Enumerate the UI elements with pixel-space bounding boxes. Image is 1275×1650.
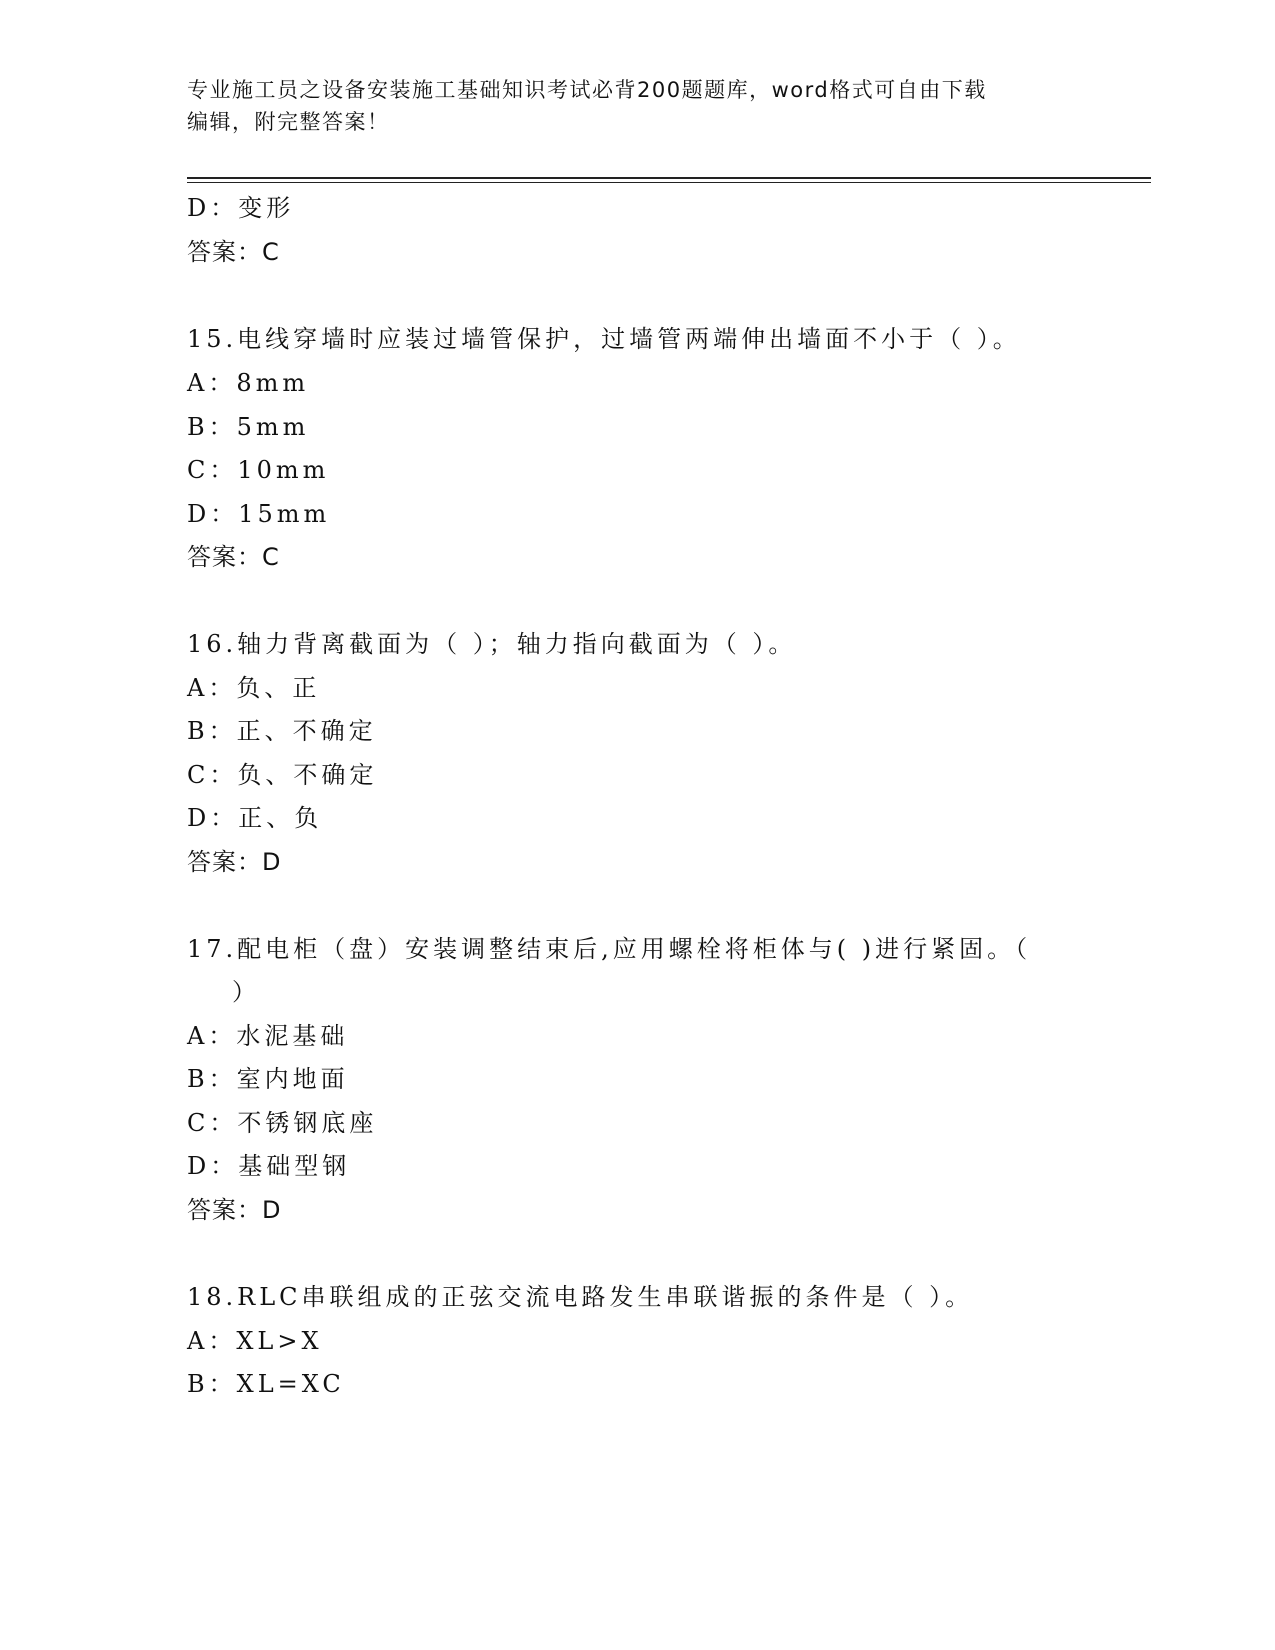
option-b-q17: B：室内地面 [187,1065,349,1093]
option-d-q16: D：正、负 [187,804,323,832]
question-15: 15.电线穿墙时应装过墙管保护，过墙管两端伸出墙面不小于（ ）。 [187,325,1021,353]
question-17-continuation: ） [232,978,260,1006]
header-title-line-2: 编辑，附完整答案！ [187,110,390,134]
option-b-q16: B：正、不确定 [187,717,377,745]
answer-q14: 答案：C [187,238,280,266]
header-divider-thick [187,177,1151,179]
option-b-q18: B：XL=XC [187,1370,345,1398]
option-a-q18: A：XL>X [187,1327,323,1355]
question-17: 17.配电柜（盘）安装调整结束后,应用螺栓将柜体与( )进行紧固。（ [187,935,1032,963]
option-b-q15: B：5mm [187,413,310,441]
option-c-q15: C：10mm [187,456,330,484]
option-c-q17: C：不锈钢底座 [187,1109,378,1137]
document-header [187,74,1087,138]
answer-q16: 答案：D [187,848,282,876]
option-c-q16: C：负、不确定 [187,761,378,789]
answer-q15: 答案：C [187,543,280,571]
question-18: 18.RLC串联组成的正弦交流电路发生串联谐振的条件是（ ）。 [187,1283,974,1311]
option-a-q15: A：8mm [187,369,310,397]
option-a-q17: A：水泥基础 [187,1022,349,1050]
option-d-q17: D：基础型钢 [187,1152,351,1180]
answer-q17: 答案：D [187,1196,282,1224]
header-title-line-1: 专业施工员之设备安装施工基础知识考试必背200题题库，word格式可自由下载 [187,78,987,102]
option-d-q15: D：15mm [187,500,331,528]
header-divider-thin [187,182,1151,183]
option-a-q16: A：负、正 [187,674,321,702]
option-d-q14: D：变形 [187,194,295,222]
question-16: 16.轴力背离截面为（ ）；轴力指向截面为（ ）。 [187,630,797,658]
